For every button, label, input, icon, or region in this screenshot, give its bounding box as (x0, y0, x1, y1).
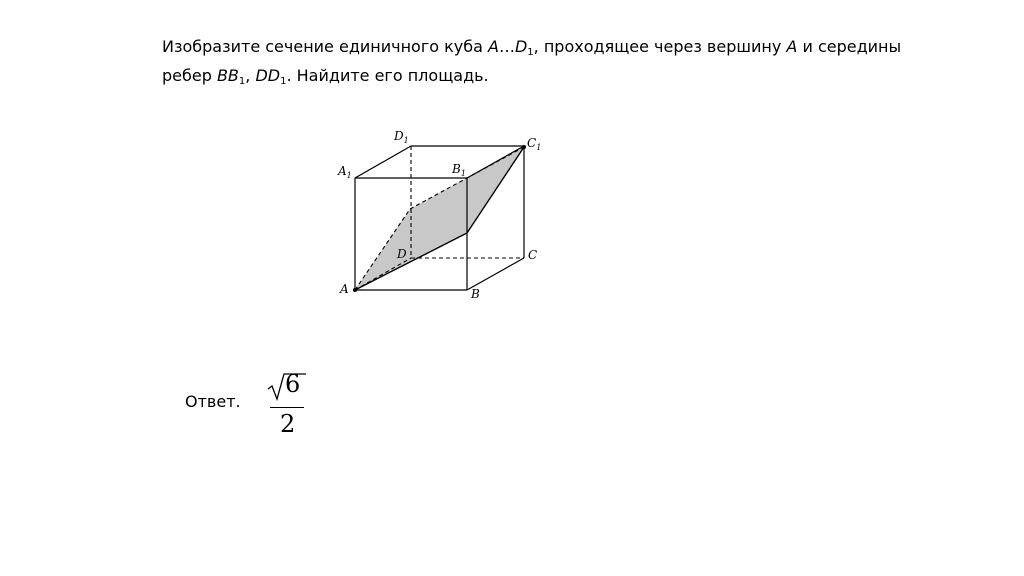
fraction-bar (270, 407, 304, 408)
answer-fraction (266, 370, 310, 440)
label-B1: $B_1$ (452, 162, 466, 178)
label-C1: $C_1$ (527, 136, 542, 152)
problem-line-1: Изобразите сечение единичного куба $A\dots D_1$, проходящее через вершину A и середины (162, 37, 902, 58)
cross-section (355, 147, 524, 290)
label-B: B (471, 287, 480, 301)
vertex-A-dot (353, 288, 357, 292)
problem-line-2: ребер $BB_1$, $DD_1$. Найдите его площадь. (162, 66, 489, 87)
answer-label: Ответ. (185, 392, 241, 411)
edge-A1-D1 (355, 146, 411, 178)
answer-numerator: 6 (285, 370, 301, 398)
problem-text (162, 32, 902, 90)
edge-B-C (467, 258, 524, 290)
label-A1: $A_1$ (338, 164, 352, 180)
cube-figure (330, 118, 560, 308)
answer-denominator: 2 (280, 410, 296, 438)
label-A: A (340, 282, 349, 296)
label-D: D (397, 247, 407, 261)
label-D1: $D_1$ (394, 129, 409, 145)
vertex-C1-dot (522, 145, 526, 149)
label-C: C (528, 248, 538, 262)
